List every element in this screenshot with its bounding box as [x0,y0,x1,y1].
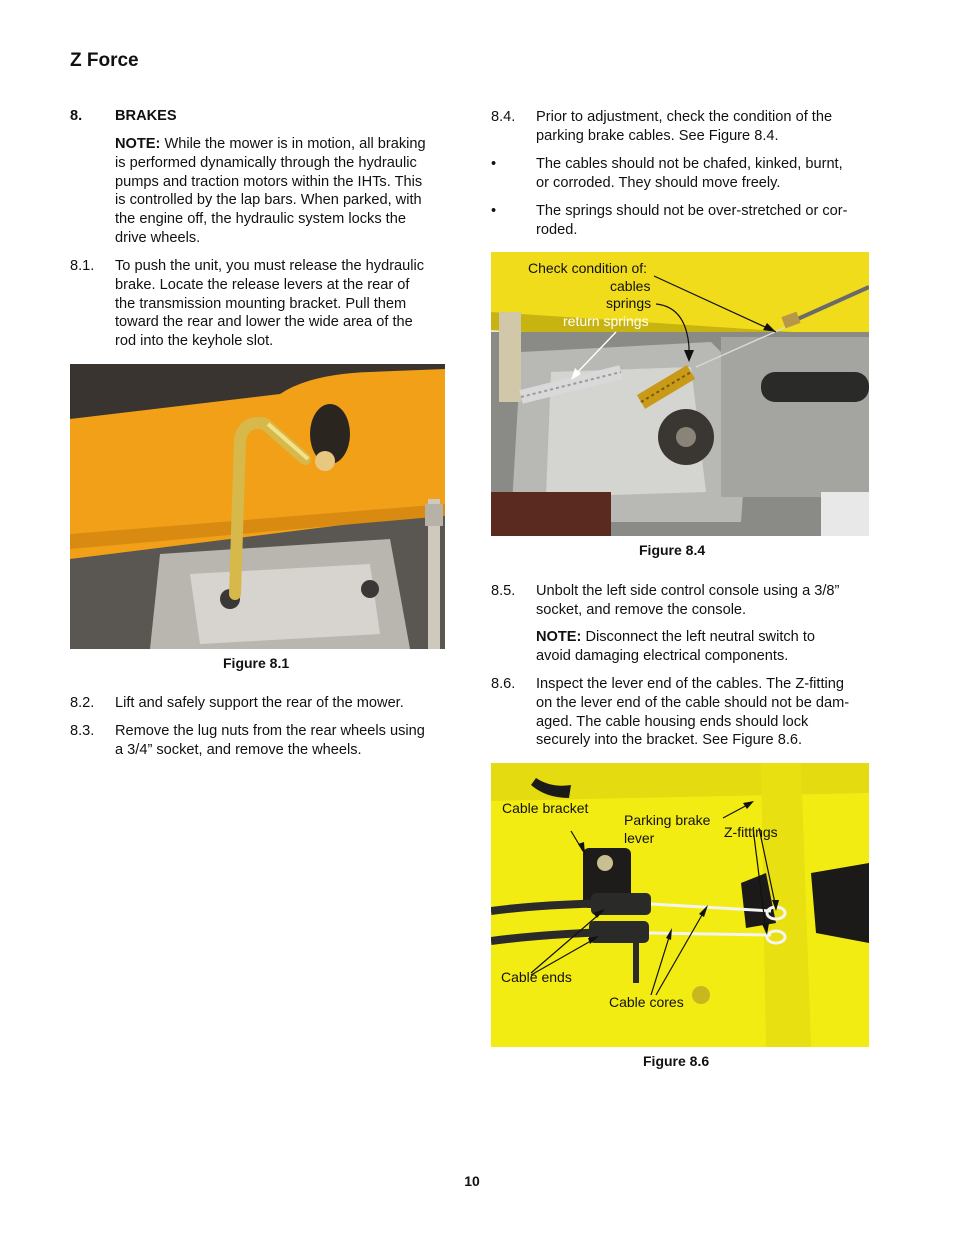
bullet-springs-text [536,202,876,240]
note-line: is performed dynamically through the hydraulic [115,154,417,171]
step-8-1-text [115,257,455,351]
note-line: avoid damaging electrical components. [536,647,789,664]
label-lever: lever [624,830,655,846]
text-line: aged. The cable housing ends should lock [536,713,809,730]
note-line: pumps and traction motors within the IHTs. This [115,173,423,190]
step-8-3-text [115,722,455,760]
label-cables: cables [610,278,651,294]
bullet: • [491,203,497,219]
text-line: rod into the keyhole slot. [115,333,274,350]
figure-8-4-photo [491,252,869,536]
brakes-note [115,135,455,248]
text-line: securely into the bracket. See Figure 8.6. [536,732,803,749]
text-line: Unbolt the left side control console using a 3/8” [536,583,840,599]
label-check-condition: Check condition of: [528,260,648,276]
text-line: brake. Locate the release levers at the rear of [115,276,410,293]
step-8-2-text: Lift and safely support the rear of the mower. [115,695,404,711]
figure-8-6-photo [491,763,869,1047]
text-line: The cables should not be chafed, kinked, burnt, [536,156,843,172]
step-number: 8.2. [70,695,95,711]
step-number: 8.1. [70,258,95,274]
note-line: Disconnect the left neutral switch to [581,629,816,645]
step-number: 8.4. [491,109,516,125]
note-line: is controlled by the lap bars. When parked, with [115,192,422,209]
text-line: The springs should not be over-stretched or cor- [536,203,848,219]
text-line: Inspect the lever end of the cables. The Z-fitting [536,676,844,692]
step-8-5-text [536,582,876,620]
text-line: roded. [536,221,578,238]
label-springs: springs [606,295,652,311]
step-number: 8.5. [491,583,516,599]
figure-caption: Figure 8.1 [223,655,290,671]
page-title: Z Force [70,50,139,71]
note-line: the engine off, the hydraulic system locks the [115,211,406,228]
note-label: NOTE: [115,136,161,152]
step-8-6-text [536,675,876,750]
neutral-switch-note [536,628,876,666]
note-label: NOTE: [536,629,582,645]
note-line: drive wheels. [115,229,201,246]
text-line: toward the rear and lower the wide area of the [115,314,413,331]
figure-caption: Figure 8.4 [639,542,706,558]
label-cable-ends: Cable ends [501,969,572,985]
figure-caption: Figure 8.6 [643,1053,710,1069]
section-title: BRAKES [115,108,177,124]
step-8-4-text [536,108,876,146]
note-line: While the mower is in motion, all braking [160,136,426,152]
text-line: the transmission mounting bracket. Pull them [115,295,407,312]
text-line: socket, and remove the console. [536,601,747,618]
label-z-fittings: Z-fittings [724,824,778,840]
label-parking-brake: Parking brake [624,812,711,828]
text-line: a 3/4” socket, and remove the wheels. [115,741,362,758]
step-number: 8.3. [70,723,95,739]
text-line: Remove the lug nuts from the rear wheels using [115,723,425,739]
bullet-cables-text [536,155,876,193]
label-cable-bracket: Cable bracket [502,800,589,816]
bullet: • [491,156,497,172]
section-number: 8. [70,108,83,124]
page-number: 10 [464,1173,480,1189]
step-number: 8.6. [491,676,516,692]
figure-8-1-photo [70,364,445,649]
label-return-springs: return springs [563,313,649,329]
text-line: parking brake cables. See Figure 8.4. [536,127,779,144]
text-line: To push the unit, you must release the hydraulic [115,258,425,274]
text-line: or corroded. They should move freely. [536,174,781,191]
text-line: on the lever end of the cable should not be dam- [536,694,850,711]
label-cable-cores: Cable cores [609,994,684,1010]
text-line: Prior to adjustment, check the condition of the [536,109,833,125]
